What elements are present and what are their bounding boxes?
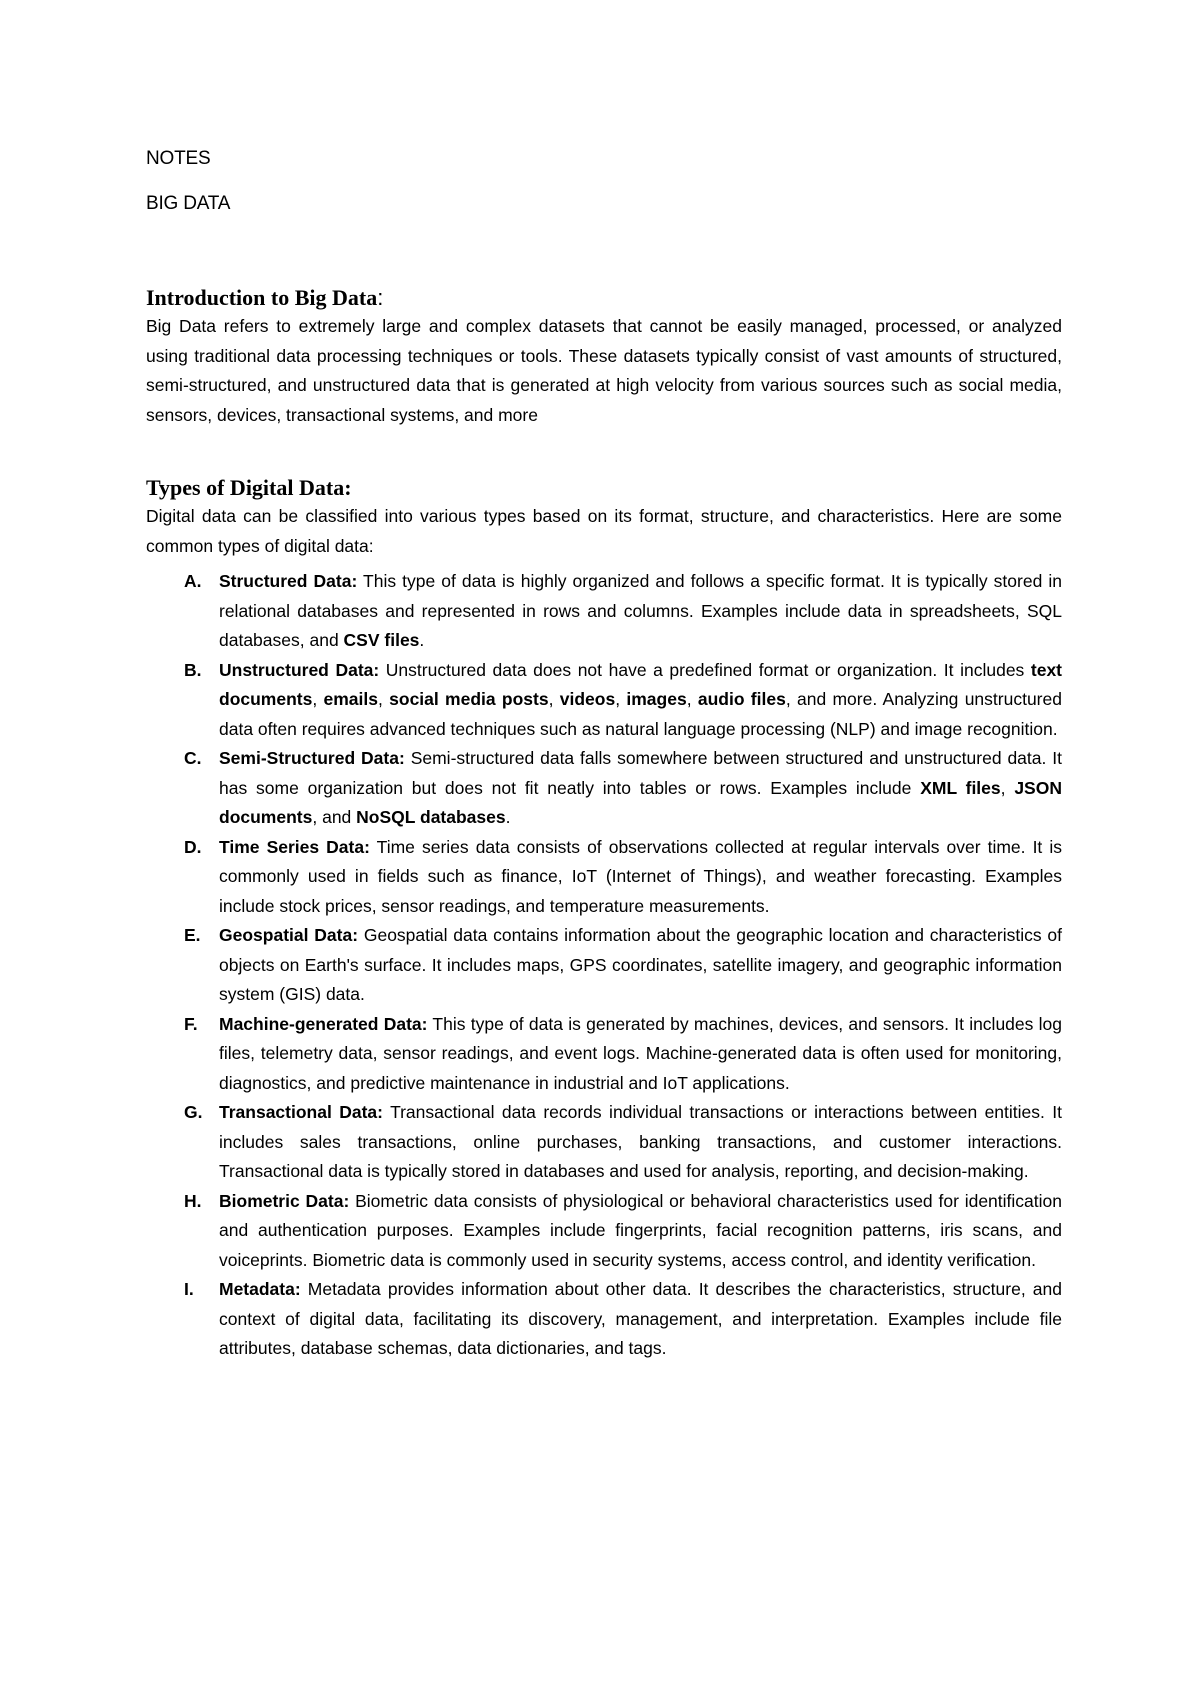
item-term: Metadata:	[219, 1279, 301, 1299]
item-text: .	[419, 630, 425, 650]
list-item	[146, 833, 1062, 922]
types-list	[146, 567, 1062, 1364]
item-sep: ,	[686, 689, 698, 709]
item-sep: , and	[312, 807, 357, 827]
types-heading: Types of Digital Data:	[146, 475, 352, 500]
item-text: This type of data is highly organized and follows a specific format. It is typically stored in relational databases and represented in rows and columns. Examples include data in spreadsheets, SQL databases, and	[219, 571, 1062, 650]
item-term: Biometric Data:	[219, 1190, 350, 1211]
list-item	[146, 1010, 1062, 1099]
list-marker: C.	[184, 748, 202, 768]
item-text: Unstructured data does not have a predefined format or organization. It includes	[379, 659, 1031, 680]
item-bold: text documents	[219, 659, 1063, 709]
item-term: Unstructured Data:	[219, 659, 380, 680]
intro-heading-text: Introduction to Big Data	[146, 285, 378, 310]
item-bold: images	[626, 689, 687, 709]
item-bold: emails	[323, 689, 378, 709]
intro-heading-punct: :	[377, 285, 384, 310]
item-text: This type of data is generated by machines, devices, and sensors. It includes log files, telemetry data, sensor readings, and event logs. Machine-generated data is often used for monitoring, diagnostics, and predictive maintenance in industrial and IoT applications.	[219, 1013, 1062, 1093]
item-text: Metadata provides information about other data. It describes the characteristics, structure, and context of digital data, facilitating its discovery, management, and interpretation. Examples include file attributes, database schemas, data dictionaries, and tags.	[219, 1279, 1062, 1358]
item-sep: ,	[1000, 777, 1015, 798]
list-item	[146, 656, 1062, 745]
item-bold: NoSQL databases	[356, 807, 506, 827]
list-marker: H.	[184, 1190, 202, 1211]
item-bold: videos	[559, 689, 616, 709]
item-sep: ,	[548, 689, 560, 709]
list-marker: E.	[184, 925, 201, 945]
intro-paragraph: Big Data refers to extremely large and complex datasets that cannot be easily managed, processed, or analyzed using traditional data processing techniques or tools. These datasets typically consist of vast amounts of structured, semi-structured, and unstructured data that is generated at high velocity from various sources such as social media, sensors, devices, transactional systems, and more	[146, 316, 1062, 425]
list-item	[146, 567, 1062, 656]
list-marker: D.	[184, 836, 202, 857]
item-sep: ,	[615, 689, 627, 709]
list-marker: A.	[184, 571, 202, 591]
item-term: Geospatial Data:	[219, 925, 359, 945]
item-text: , and more. Analyzing unstructured data often requires advanced techniques such as natural language processing (NLP) and image recognition.	[219, 689, 1062, 739]
item-sep: ,	[312, 689, 324, 709]
item-bold: XML files	[920, 777, 1001, 798]
list-item	[146, 1187, 1062, 1276]
item-text: Geospatial data contains information about the geographic location and characteristics of objects on Earth's surface. It includes maps, GPS coordinates, satellite imagery, and geographic information system (GIS) data.	[219, 925, 1062, 1004]
item-sep: ,	[378, 689, 390, 709]
types-intro-paragraph: Digital data can be classified into various types based on its format, structure, and characteristics. Here are some common types of digital data:	[146, 506, 1062, 556]
intro-section	[146, 284, 1062, 430]
list-item	[146, 1275, 1062, 1364]
list-marker: I.	[184, 1279, 194, 1299]
item-term: Machine-generated Data:	[219, 1013, 428, 1034]
item-text: Time series data consists of observations collected at regular intervals over time. It is commonly used in fields such as finance, IoT (Internet of Things), and weather forecasting. Examples include stock prices, sensor readings, and temperature measurements.	[219, 836, 1062, 916]
item-text: Biometric data consists of physiological or behavioral characteristics used for identification and authentication purposes. Examples include fingerprints, facial recognition patterns, iris scans, and voiceprints. Biometric data is commonly used in security systems, access control, and identity verification.	[219, 1190, 1062, 1270]
list-item	[146, 921, 1062, 1010]
topic-label: BIG DATA	[146, 193, 231, 214]
item-term: Time Series Data:	[219, 836, 370, 857]
item-term: Transactional Data:	[219, 1102, 383, 1122]
list-marker: B.	[184, 659, 202, 680]
item-bold: JSON documents	[219, 777, 1062, 827]
list-marker: F.	[184, 1013, 198, 1034]
list-item	[146, 1098, 1062, 1187]
item-term: Structured Data:	[219, 571, 358, 591]
types-section	[146, 474, 1062, 1364]
item-bold: CSV files	[343, 630, 420, 650]
list-item	[146, 744, 1062, 833]
list-marker: G.	[184, 1102, 203, 1122]
item-bold: audio files	[697, 689, 786, 709]
item-text: Transactional data records individual transactions or interactions between entities. It includes sales transactions, online purchases, banking transactions, and customer interactions. Transactional data is typically stored in databases and used for analysis, reporting, and decision-making.	[219, 1102, 1062, 1181]
notes-label: NOTES	[146, 148, 211, 169]
item-term: Semi-Structured Data:	[219, 748, 405, 768]
intro-heading	[146, 284, 1062, 312]
item-text: .	[505, 807, 511, 827]
item-bold: social media posts	[389, 689, 549, 709]
item-text: Semi-structured data falls somewhere between structured and unstructured data. It has some organization but does not fit neatly into tables or rows. Examples include	[219, 748, 1062, 798]
